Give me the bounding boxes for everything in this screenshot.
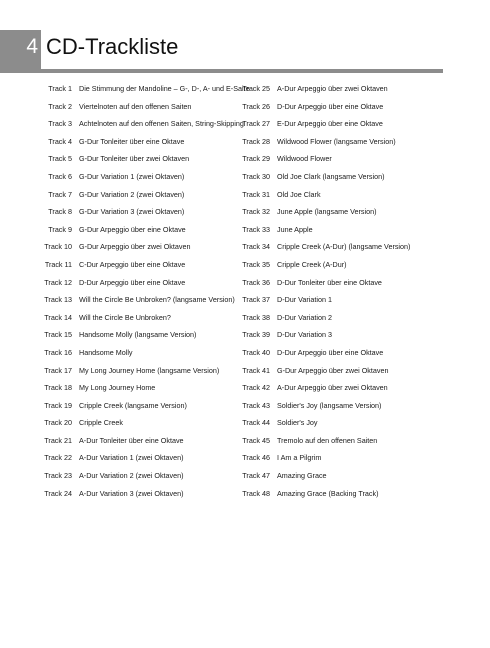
- track-title: A-Dur Tonleiter über eine Oktave: [79, 435, 184, 445]
- track-number: Track 38: [242, 312, 270, 322]
- track-title: June Apple: [277, 224, 313, 234]
- track-title: A-Dur Variation 2 (zwei Oktaven): [79, 471, 184, 481]
- track-row: [40, 150, 250, 168]
- track-row: [238, 309, 410, 327]
- track-row: [40, 485, 250, 503]
- track-row: [238, 150, 410, 168]
- track-row: [40, 98, 250, 116]
- track-number: Track 47: [242, 471, 270, 481]
- track-number: Track 14: [44, 312, 72, 322]
- track-title: Handsome Molly (langsame Version): [79, 330, 197, 340]
- track-number: Track 18: [44, 383, 72, 393]
- track-number: Track 15: [44, 330, 72, 340]
- track-number: Track 9: [48, 224, 72, 234]
- track-row: [238, 344, 410, 362]
- track-number: Track 19: [44, 400, 72, 410]
- track-row: [40, 326, 250, 344]
- track-row: [40, 291, 250, 309]
- track-number: Track 36: [242, 277, 270, 287]
- track-number: Track 46: [242, 453, 270, 463]
- title-divider: [41, 69, 443, 73]
- track-title: G-Dur Variation 3 (zwei Oktaven): [79, 207, 185, 217]
- track-number: Track 12: [44, 277, 72, 287]
- track-row: [40, 80, 250, 98]
- track-row: [238, 449, 410, 467]
- track-title: Will the Circle Be Unbroken?: [79, 312, 171, 322]
- track-number: Track 11: [44, 259, 72, 269]
- track-number: Track 37: [242, 295, 270, 305]
- track-number: Track 41: [242, 365, 270, 375]
- track-title: G-Dur Tonleiter über eine Oktave: [79, 136, 185, 146]
- track-row: [238, 414, 410, 432]
- track-number: Track 5: [48, 154, 72, 164]
- track-title: A-Dur Variation 1 (zwei Oktaven): [79, 453, 184, 463]
- track-title: A-Dur Variation 3 (zwei Oktaven): [79, 488, 184, 498]
- track-number: Track 16: [44, 347, 72, 357]
- track-row: [238, 203, 410, 221]
- track-row: [238, 238, 410, 256]
- track-row: [238, 221, 410, 239]
- track-number: Track 2: [48, 101, 72, 111]
- track-row: [238, 168, 410, 186]
- track-title: Wildwood Flower: [277, 154, 332, 164]
- track-number: Track 4: [48, 136, 72, 146]
- page-title: CD-Trackliste: [46, 34, 179, 59]
- track-number: Track 22: [44, 453, 72, 463]
- track-number: Track 25: [242, 84, 270, 93]
- track-title: Wildwood Flower (langsame Version): [277, 136, 396, 146]
- track-title: Soldier's Joy: [277, 418, 318, 428]
- track-row: [238, 397, 410, 415]
- track-row: [40, 379, 250, 397]
- track-row: [238, 291, 410, 309]
- track-number: Track 40: [242, 347, 270, 357]
- track-title: A-Dur Arpeggio über zwei Oktaven: [277, 84, 388, 93]
- track-number: Track 30: [242, 171, 270, 181]
- track-title: D-Dur Variation 1: [277, 295, 332, 305]
- track-title: Achtelnoten auf den offenen Saiten, String-Skipping: [79, 119, 244, 129]
- track-number: Track 23: [44, 471, 72, 481]
- track-title: Cripple Creek (langsame Version): [79, 400, 187, 410]
- track-row: [40, 221, 250, 239]
- track-row: [238, 256, 410, 274]
- track-row: [40, 115, 250, 133]
- track-title: A-Dur Arpeggio über zwei Oktaven: [277, 383, 388, 393]
- track-number: Track 24: [44, 488, 72, 498]
- track-row: [40, 203, 250, 221]
- track-number: Track 1: [48, 84, 72, 93]
- track-row: [40, 414, 250, 432]
- track-row: [238, 186, 410, 204]
- track-title: D-Dur Variation 2: [277, 312, 332, 322]
- track-title: My Long Journey Home: [79, 383, 156, 393]
- track-list-left: [40, 80, 250, 502]
- track-row: [40, 168, 250, 186]
- track-title: G-Dur Arpeggio über eine Oktave: [79, 224, 186, 234]
- track-number: Track 17: [44, 365, 72, 375]
- track-row: [238, 432, 410, 450]
- track-title: Old Joe Clark: [277, 189, 321, 199]
- track-number: Track 33: [242, 224, 270, 234]
- track-number: Track 28: [242, 136, 270, 146]
- track-title: D-Dur Arpeggio über eine Oktave: [79, 277, 186, 287]
- track-title: D-Dur Tonleiter über eine Oktave: [277, 277, 382, 287]
- track-row: [40, 274, 250, 292]
- track-title: Tremolo auf den offenen Saiten: [277, 435, 378, 445]
- track-row: [40, 362, 250, 380]
- track-title: Die Stimmung der Mandoline – G-, D-, A- und E-Saite: [79, 84, 250, 93]
- track-number: Track 43: [242, 400, 270, 410]
- track-row: [238, 115, 410, 133]
- track-row: [40, 397, 250, 415]
- track-number: Track 27: [242, 119, 270, 129]
- track-title: Old Joe Clark (langsame Version): [277, 171, 385, 181]
- track-title: G-Dur Arpeggio über zwei Oktaven: [277, 365, 389, 375]
- track-number: Track 20: [44, 418, 72, 428]
- track-title: Amazing Grace (Backing Track): [277, 488, 379, 498]
- track-number: Track 34: [242, 242, 270, 252]
- track-number: Track 3: [48, 119, 72, 129]
- track-list-right: [238, 80, 410, 502]
- track-row: [40, 256, 250, 274]
- track-title: I Am a Pilgrim: [277, 453, 322, 463]
- chapter-marker: [0, 30, 41, 73]
- track-row: [40, 467, 250, 485]
- track-row: [238, 274, 410, 292]
- track-title: Amazing Grace: [277, 471, 327, 481]
- track-row: [238, 80, 410, 98]
- track-number: Track 8: [48, 207, 72, 217]
- track-title: D-Dur Arpeggio über eine Oktave: [277, 347, 384, 357]
- track-number: Track 45: [242, 435, 270, 445]
- track-row: [238, 379, 410, 397]
- track-title: Will the Circle Be Unbroken? (langsame Version): [79, 295, 235, 305]
- track-row: [238, 362, 410, 380]
- track-title: D-Dur Variation 3: [277, 330, 332, 340]
- track-title: Viertelnoten auf den offenen Saiten: [79, 101, 192, 111]
- track-title: Cripple Creek (A-Dur): [277, 259, 347, 269]
- track-row: [238, 326, 410, 344]
- track-number: Track 21: [44, 435, 72, 445]
- track-number: Track 29: [242, 154, 270, 164]
- track-number: Track 44: [242, 418, 270, 428]
- track-row: [40, 186, 250, 204]
- track-title: My Long Journey Home (langsame Version): [79, 365, 220, 375]
- track-number: Track 13: [44, 295, 72, 305]
- track-number: Track 10: [44, 242, 72, 252]
- track-number: Track 42: [242, 383, 270, 393]
- track-title: G-Dur Variation 2 (zwei Oktaven): [79, 189, 185, 199]
- track-title: June Apple (langsame Version): [277, 207, 377, 217]
- track-title: Handsome Molly: [79, 347, 133, 357]
- track-number: Track 32: [242, 207, 270, 217]
- track-row: [238, 98, 410, 116]
- track-title: C-Dur Arpeggio über eine Oktave: [79, 259, 186, 269]
- track-number: Track 7: [48, 189, 72, 199]
- track-row: [40, 344, 250, 362]
- track-title: G-Dur Tonleiter über zwei Oktaven: [79, 154, 190, 164]
- track-row: [238, 467, 410, 485]
- track-title: E-Dur Arpeggio über eine Oktave: [277, 119, 383, 129]
- track-title: G-Dur Arpeggio über zwei Oktaven: [79, 242, 191, 252]
- track-row: [238, 133, 410, 151]
- track-number: Track 6: [48, 171, 72, 181]
- track-title: Cripple Creek (A-Dur) (langsame Version): [277, 242, 411, 252]
- track-number: Track 35: [242, 259, 270, 269]
- track-row: [40, 238, 250, 256]
- track-row: [40, 432, 250, 450]
- chapter-number: 4: [26, 35, 38, 58]
- track-row: [40, 133, 250, 151]
- track-title: D-Dur Arpeggio über eine Oktave: [277, 101, 384, 111]
- track-number: Track 26: [242, 101, 270, 111]
- track-number: Track 31: [242, 189, 270, 199]
- track-number: Track 39: [242, 330, 270, 340]
- track-row: [238, 485, 410, 503]
- track-title: G-Dur Variation 1 (zwei Oktaven): [79, 171, 185, 181]
- track-row: [40, 309, 250, 327]
- track-number: Track 48: [242, 488, 270, 498]
- track-title: Cripple Creek: [79, 418, 123, 428]
- track-row: [40, 449, 250, 467]
- track-title: Soldier's Joy (langsame Version): [277, 400, 382, 410]
